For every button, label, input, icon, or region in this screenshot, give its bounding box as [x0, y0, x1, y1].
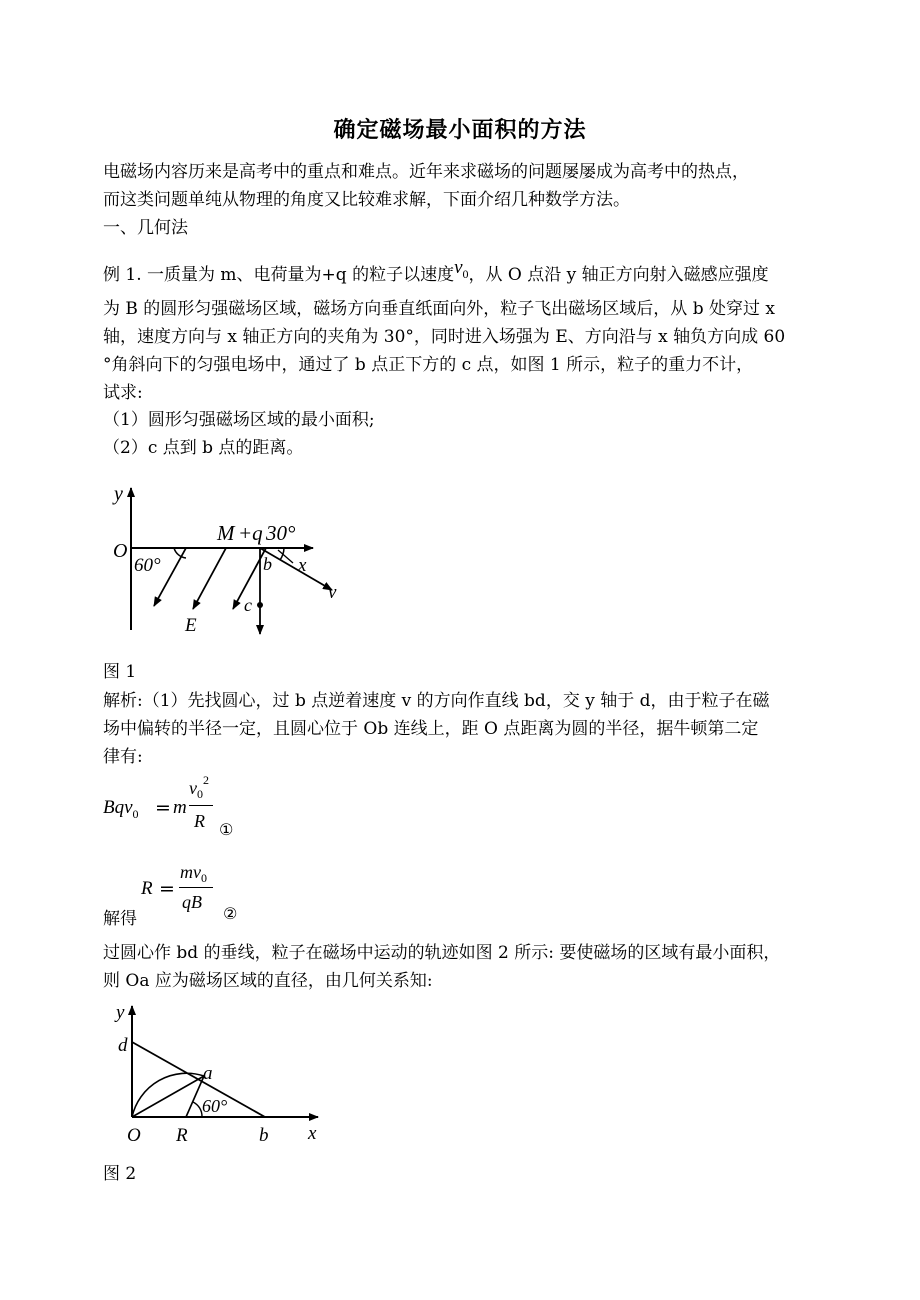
figure-1-caption: 图 1 [103, 662, 137, 682]
fig1-label-plusq: +q [238, 521, 263, 545]
fig1-label-x: x [298, 555, 307, 576]
eq2-num-subscript: 0 [201, 871, 207, 885]
field-line-2 [193, 548, 226, 609]
equation-2 [103, 862, 303, 929]
figure-1-diagram [100, 478, 360, 643]
solution-line-2: 场中偏转的半径一定，且圆心位于 Ob 连线上，距 O 点距离为圆的半径，据牛顿第二定 [103, 719, 759, 739]
section-heading: 一、几何法 [103, 218, 188, 238]
example-line-4: °角斜向下的匀强电场中，通过了 b 点正下方的 c 点，如图 1 所示，粒子的重力不计， [103, 355, 754, 375]
eq1-equals: = [155, 797, 171, 819]
eq1-fraction-bar [189, 805, 213, 806]
after-line-1: 过圆心作 bd 的垂线，粒子在磁场中运动的轨迹如图 2 所示: 要使磁场的区域有最小面积， [103, 943, 781, 963]
eq1-numerator [189, 773, 209, 801]
eq2-fraction-bar [179, 887, 213, 888]
fig2-label-O: O [127, 1125, 141, 1146]
eq1-num-subscript: 0 [197, 787, 203, 801]
short-line-near-b [278, 550, 293, 563]
fig1-label-b: b [263, 554, 272, 574]
eq2-equals: = [159, 878, 175, 900]
fig2-label-x: x [308, 1123, 317, 1144]
solution-line-1: 解析:（1）先找圆心，过 b 点逆着速度 v 的方向作直线 bd，交 y 轴于 d，由于粒子在磁 [103, 691, 770, 711]
question-2: （2）c 点到 b 点的距离。 [103, 438, 304, 458]
line-Oa [132, 1076, 204, 1117]
eq1-m: m [173, 797, 187, 818]
fig2-label-a: a [203, 1063, 213, 1084]
v0-subscript: 0 [462, 266, 469, 281]
example-text-a: 例 1. 一质量为 m、电荷量为+q 的粒子以速度 [103, 265, 455, 285]
fig2-angle-60-arc [193, 1102, 202, 1117]
eq1-lhs-text: Bqv [103, 797, 133, 818]
equation-1 [103, 773, 303, 840]
page-title: 确定磁场最小面积的方法 [333, 117, 587, 143]
figure-2-caption: 图 2 [103, 1164, 137, 1184]
fig1-label-v: v [328, 582, 337, 603]
fig1-label-60: 60° [134, 555, 161, 576]
question-1: （1）圆形匀强磁场区域的最小面积; [103, 410, 375, 430]
example-text-b: ，从 O 点沿 y 轴正方向射入磁感应强度 [468, 265, 769, 285]
fig2-label-R: R [176, 1125, 188, 1146]
point-c [257, 602, 263, 608]
fig2-label-60: 60° [202, 1096, 228, 1116]
eq1-denominator: R [194, 811, 205, 831]
fig1-label-M: M [217, 521, 235, 545]
eq1-lhs-subscript: 0 [132, 806, 139, 821]
fig1-label-c: c [244, 595, 252, 615]
example-line-1 [103, 257, 823, 293]
eq2-lhs: R [141, 878, 153, 899]
eq2-prefix: 解得 [103, 909, 137, 929]
eq1-num-v: v [189, 778, 197, 798]
fig2-label-b: b [259, 1125, 269, 1146]
example-line-2: 为 B 的圆形匀强磁场区域，磁场方向垂直纸面向外，粒子飞出磁场区域后，从 b 处穿过 x [103, 299, 775, 319]
after-line-2: 则 Oa 应为磁场区域的直径，由几何关系知: [103, 971, 433, 991]
v0-letter: v [454, 257, 463, 278]
eq2-num-text: mv [180, 862, 201, 882]
fig1-label-E: E [185, 615, 197, 636]
eq2-denominator: qB [182, 892, 202, 912]
fig1-label-30: 30° [266, 521, 296, 545]
intro-line-1: 电磁场内容历来是高考中的重点和难点。近年来求磁场的问题屡屡成为高考中的热点， [103, 162, 749, 182]
fig2-label-y: y [116, 1002, 125, 1023]
eq2-marker: ② [223, 904, 238, 923]
example-line-3: 轴，速度方向与 x 轴正方向的夹角为 30°，同时进入场强为 E、方向沿与 x 轴负方向成 60 [103, 327, 786, 347]
v0-symbol [454, 257, 469, 281]
intro-line-2: 而这类问题单纯从物理的角度又比较难求解，下面介绍几种数学方法。 [103, 190, 630, 210]
fig1-label-O: O [113, 540, 128, 562]
eq1-lhs [103, 797, 139, 822]
example-line-5: 试求: [103, 383, 143, 403]
fig2-label-d: d [118, 1035, 128, 1056]
eq1-num-superscript: 2 [203, 773, 209, 787]
figure-2-diagram [100, 1000, 330, 1148]
eq1-marker: ① [219, 820, 234, 839]
eq2-numerator [180, 862, 207, 883]
fig1-label-y: y [114, 483, 123, 505]
solution-line-3: 律有: [103, 747, 143, 767]
